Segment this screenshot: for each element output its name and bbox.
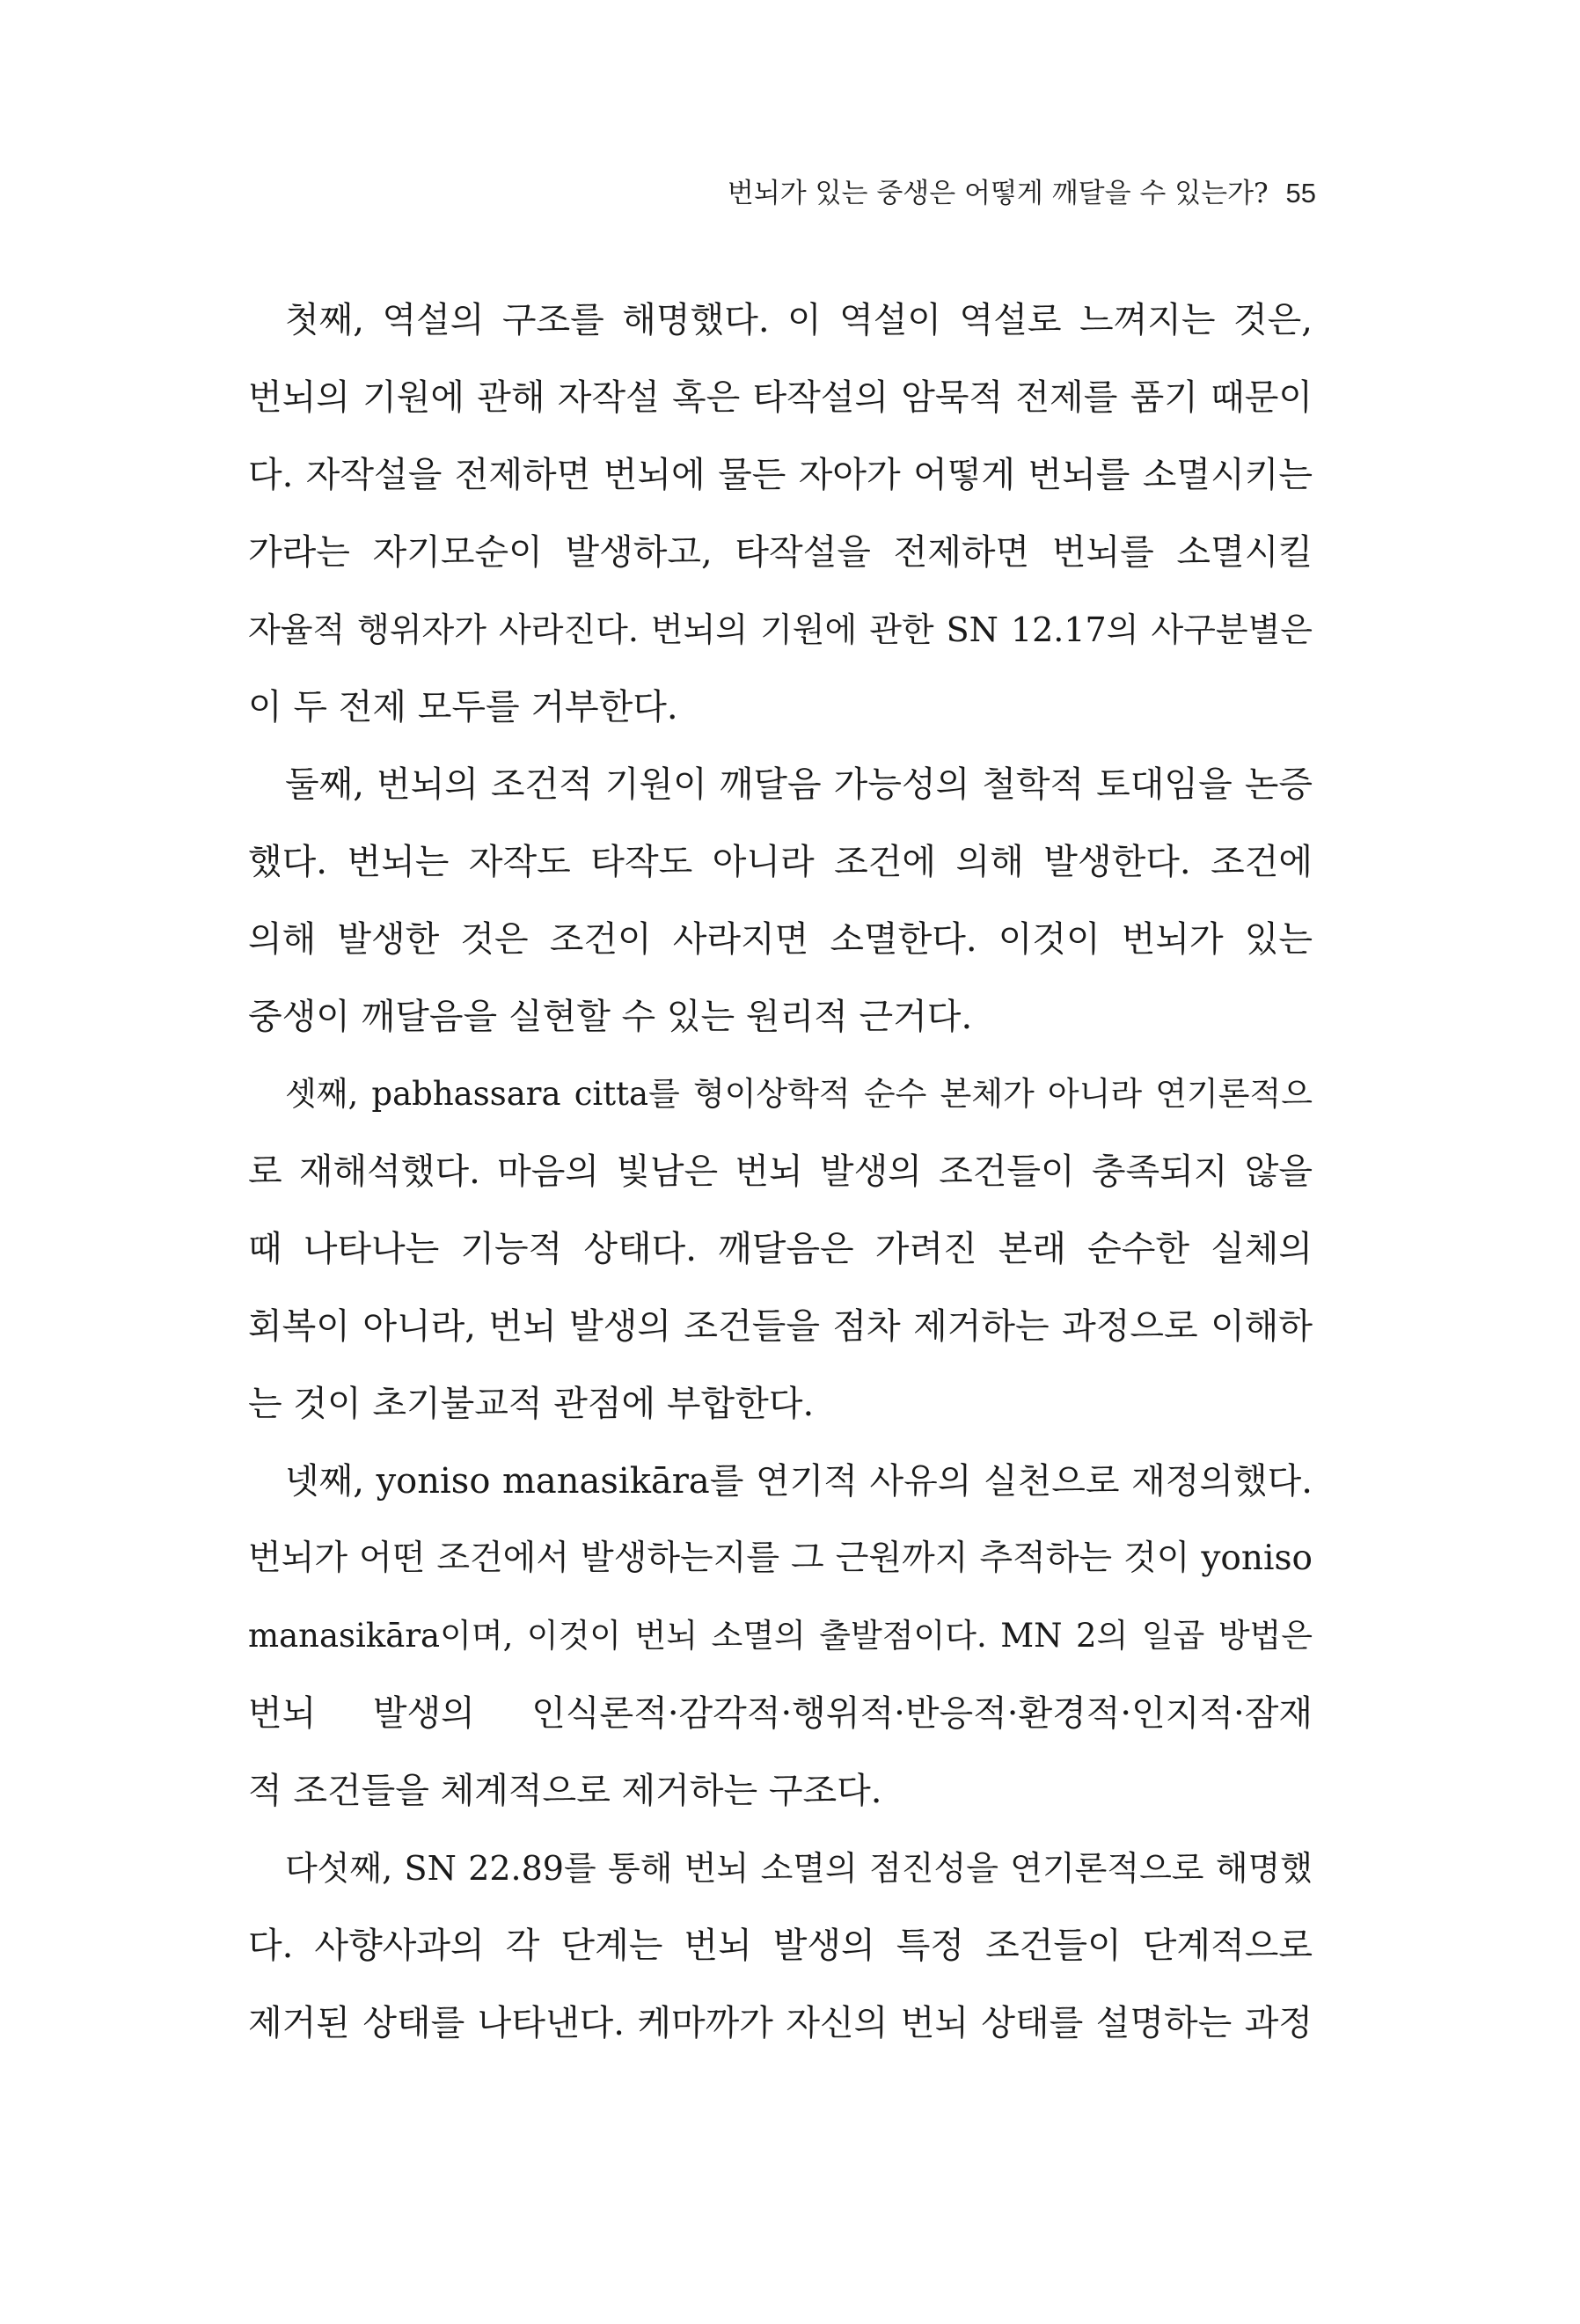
paragraph-1 — [248, 281, 1313, 746]
text-line: 제거된 상태를 나타낸다. 케마까가 자신의 번뇌 상태를 설명하는 과정 — [248, 2003, 1313, 2043]
text-line: 중생이 깨달음을 실현할 수 있는 원리적 근거다. — [248, 997, 973, 1037]
page-number: 55 — [1285, 178, 1316, 208]
text-line: 다. 자작설을 전제하면 번뇌에 물든 자아가 어떻게 번뇌를 소멸시키는 — [248, 455, 1313, 495]
text-line: 적 조건들을 체계적으로 제거하는 구조다. — [248, 1771, 882, 1811]
text-line: 는 것이 초기불교적 관점에 부합한다. — [248, 1384, 815, 1424]
text-line: 자율적 행위자가 사라진다. 번뇌의 기원에 관한 SN 12.17의 사구분별은 — [248, 610, 1313, 649]
text-line: 넷째, yoniso manasikāra를 연기적 사유의 실천으로 재정의했다. — [285, 1461, 1313, 1502]
text-line: 때 나타나는 기능적 상태다. 깨달음은 가려진 본래 순수한 실체의 — [248, 1229, 1313, 1269]
text-line: 회복이 아니라, 번뇌 발생의 조건들을 점차 제거하는 과정으로 이해하 — [248, 1306, 1313, 1347]
paragraph-5 — [248, 1830, 1313, 2062]
text-line: 첫째, 역설의 구조를 해명했다. 이 역설이 역설로 느껴지는 것은, — [285, 300, 1313, 340]
running-header-title: 번뇌가 있는 중생은 어떻게 깨달을 수 있는가? — [727, 178, 1269, 209]
text-line: 다섯째, SN 22.89를 통해 번뇌 소멸의 점진성을 연기론적으로 해명했 — [285, 1849, 1313, 1888]
text-line: manasikāra이며, 이것이 번뇌 소멸의 출발점이다. MN 2의 일곱 방법은 — [248, 1617, 1313, 1655]
text-line: 번뇌가 어떤 조건에서 발생하는지를 그 근원까지 추적하는 것이 yoniso — [248, 1538, 1313, 1578]
running-header — [728, 174, 1316, 213]
text-line: 둘째, 번뇌의 조건적 기원이 깨달음 가능성의 철학적 토대임을 논증 — [285, 764, 1313, 805]
body-text — [248, 281, 1313, 2062]
text-line: 의해 발생한 것은 조건이 사라지면 소멸한다. 이것이 번뇌가 있는 — [248, 919, 1313, 960]
text-line: 다. 사향사과의 각 단계는 번뇌 발생의 특정 조건들이 단계적으로 — [248, 1926, 1313, 1966]
text-line: 번뇌의 기원에 관해 자작설 혹은 타작설의 암묵적 전제를 품기 때문이 — [248, 377, 1313, 418]
text-line: 가라는 자기모순이 발생하고, 타작설을 전제하면 번뇌를 소멸시킬 — [248, 532, 1313, 573]
text-line: 셋째, pabhassara citta를 형이상학적 순수 본체가 아니라 연기론적으 — [285, 1075, 1313, 1113]
text-line: 로 재해석했다. 마음의 빛남은 번뇌 발생의 조건들이 충족되지 않을 — [248, 1151, 1313, 1192]
text-line: 번뇌 발생의 인식론적·감각적·행위적·반응적·환경적·인지적·잠재 — [248, 1693, 1313, 1734]
paragraph-3 — [248, 1056, 1313, 1443]
text-line: 이 두 전제 모두를 거부한다. — [248, 687, 678, 727]
paragraph-2 — [248, 746, 1313, 1056]
paragraph-4 — [248, 1443, 1313, 1830]
text-line: 했다. 번뇌는 자작도 타작도 아니라 조건에 의해 발생한다. 조건에 — [248, 842, 1313, 882]
